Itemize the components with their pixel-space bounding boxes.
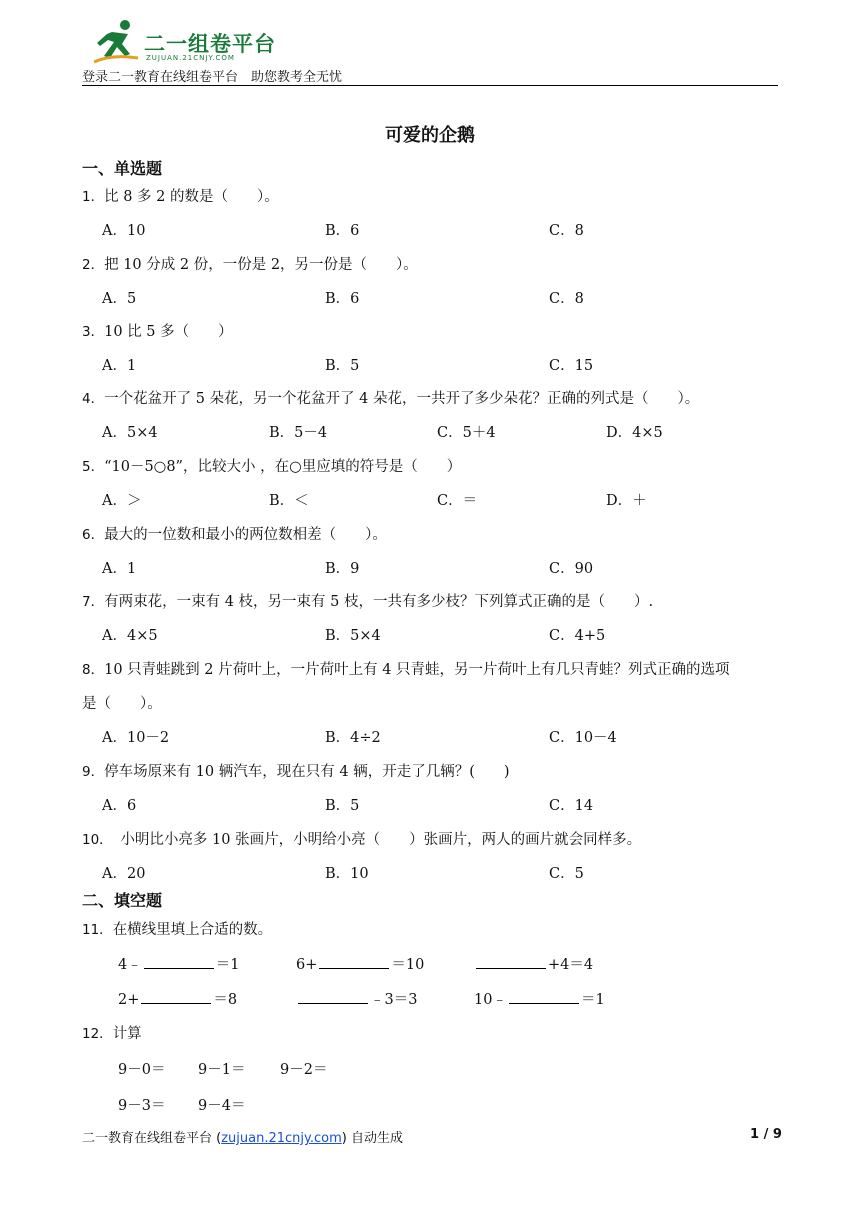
- option-a[interactable]: A．10－2: [102, 730, 170, 746]
- option-b[interactable]: B．6: [325, 223, 360, 239]
- calc-item: 9－3＝: [118, 1098, 166, 1114]
- page-number: 1 / 9: [750, 1127, 782, 1142]
- question-number: 12．: [82, 1026, 113, 1042]
- question-5: [82, 455, 461, 476]
- expr-part: 10﹣: [474, 992, 507, 1008]
- footer-source: [82, 1127, 403, 1146]
- expr-part: 4﹣: [118, 957, 142, 973]
- question-number: 10．: [82, 832, 106, 848]
- blank-line[interactable]: [319, 954, 389, 969]
- question-12: [82, 1022, 142, 1043]
- page-title: 可爱的企鹅: [385, 125, 475, 146]
- question-9: [82, 760, 510, 781]
- option-b[interactable]: B．4÷2: [325, 730, 381, 746]
- question-number: 5．: [82, 459, 105, 475]
- question-number: 4．: [82, 391, 105, 407]
- question-text: 10 比 5 多（ ）: [104, 324, 233, 340]
- question-text-continued: 是（ ）。: [82, 696, 162, 712]
- expr-part: ﹣3＝3: [370, 992, 418, 1008]
- expr-part: +4＝4: [548, 957, 594, 973]
- logo-text: 二一组卷平台: [144, 32, 276, 56]
- option-c[interactable]: C．8: [549, 223, 584, 239]
- option-b[interactable]: B．5: [325, 798, 360, 814]
- question-text: 小明比小亮多 10 张画片，小明给小亮（ ）张画片，两人的画片就会同样多。: [105, 832, 642, 848]
- fill-blank-item: [474, 953, 593, 974]
- question-number: 7．: [82, 594, 105, 610]
- option-c[interactable]: C．8: [549, 291, 584, 307]
- option-b[interactable]: B．＜: [269, 493, 309, 509]
- blank-line[interactable]: [509, 989, 579, 1004]
- option-a[interactable]: A．1: [102, 561, 137, 577]
- fill-blank-item: [118, 953, 239, 974]
- question-number: 1．: [82, 189, 105, 205]
- fill-blank-item: [296, 988, 417, 1009]
- fill-blank-item: [296, 953, 424, 974]
- footer-prefix: 二一教育在线组卷平台 (: [82, 1131, 222, 1146]
- logo: [92, 18, 292, 66]
- footer-suffix: ) 自动生成: [341, 1131, 403, 1146]
- expr-part: 2+: [118, 992, 140, 1008]
- question-8: [82, 658, 730, 679]
- option-c[interactable]: C．5: [549, 866, 584, 882]
- expr-part: ＝1: [580, 992, 605, 1008]
- question-number: 11．: [82, 922, 113, 938]
- option-c[interactable]: C．10－4: [549, 730, 617, 746]
- option-b[interactable]: B．5－4: [269, 425, 328, 441]
- option-c[interactable]: C．15: [549, 358, 594, 374]
- question-text: 把 10 分成 2 份，一份是 2，另一份是（ ）。: [104, 257, 418, 273]
- option-a[interactable]: A．5×4: [102, 425, 158, 441]
- fill-blank-item: [474, 988, 605, 1009]
- question-text: 计算: [112, 1026, 142, 1042]
- option-b[interactable]: B．5: [325, 358, 360, 374]
- calc-item: 9－2＝: [280, 1062, 328, 1078]
- question-number: 6．: [82, 527, 105, 543]
- option-a[interactable]: A．5: [102, 291, 137, 307]
- question-number: 3．: [82, 324, 105, 340]
- blank-line[interactable]: [298, 989, 368, 1004]
- option-b[interactable]: B．10: [325, 866, 369, 882]
- option-a[interactable]: A．1: [102, 358, 137, 374]
- header-divider: [82, 85, 778, 86]
- calc-item: 9－4＝: [198, 1098, 246, 1114]
- blank-line[interactable]: [144, 954, 214, 969]
- logo-subtext: ZUJUAN.21CNJY.COM: [146, 54, 235, 62]
- option-a[interactable]: A．4×5: [102, 628, 158, 644]
- question-6: [82, 523, 387, 544]
- question-text: 在横线里填上合适的数。: [112, 922, 273, 938]
- question-1: [82, 185, 279, 206]
- calc-item: 9－0＝: [118, 1062, 166, 1078]
- option-b[interactable]: B．5×4: [325, 628, 381, 644]
- question-3: [82, 320, 233, 341]
- section-heading: 一、单选题: [82, 159, 163, 178]
- blank-line[interactable]: [141, 989, 211, 1004]
- question-text: 有两束花，一束有 4 枝，另一束有 5 枝，一共有多少枝？下列算式正确的是（ ）.: [104, 594, 654, 610]
- question-text: 比 8 多 2 的数是（ ）。: [104, 189, 279, 205]
- calc-item: 9－1＝: [198, 1062, 246, 1078]
- option-a[interactable]: A．20: [102, 866, 146, 882]
- question-number: 9．: [82, 764, 105, 780]
- option-c[interactable]: C．5＋4: [437, 425, 496, 441]
- question-2: [82, 253, 418, 274]
- option-d[interactable]: D．＋: [606, 493, 647, 509]
- question-number: 2．: [82, 257, 105, 273]
- option-a[interactable]: A．6: [102, 798, 137, 814]
- question-text: “10－5○8”，比较大小 ，在○里应填的符号是（ ）: [104, 459, 462, 475]
- expr-part: ＝8: [213, 992, 238, 1008]
- running-man-icon: [92, 18, 142, 64]
- question-text: 一个花盆开了 5 朵花，另一个花盆开了 4 朵花，一共开了多少朵花？正确的列式是（ ）。: [104, 391, 700, 407]
- question-number: 8．: [82, 662, 105, 678]
- question-7: [82, 590, 653, 611]
- question-11: [82, 918, 272, 939]
- fill-blank-item: [118, 988, 237, 1009]
- question-text: 停车场原来有 10 辆汽车，现在只有 4 辆，开走了几辆？( ): [104, 764, 510, 780]
- option-b[interactable]: B．6: [325, 291, 360, 307]
- option-a[interactable]: A．＞: [102, 493, 142, 509]
- option-a[interactable]: A．10: [102, 223, 146, 239]
- section-heading: 二、填空题: [82, 891, 163, 910]
- footer-link[interactable]: zujuan.21cnjy.com: [221, 1131, 342, 1146]
- expr-part: ＝10: [391, 957, 425, 973]
- option-c[interactable]: C．90: [549, 561, 594, 577]
- question-10: [82, 828, 641, 849]
- question-4: [82, 387, 699, 408]
- expr-part: ＝1: [215, 957, 240, 973]
- option-c[interactable]: C．＝: [437, 493, 478, 509]
- option-d[interactable]: D．4×5: [606, 425, 663, 441]
- option-c[interactable]: C．4+5: [549, 628, 606, 644]
- question-text: 10 只青蛙跳到 2 片荷叶上，一片荷叶上有 4 只青蛙，另一片荷叶上有几只青蛙？列式正确的选项: [104, 662, 730, 678]
- question-text: 最大的一位数和最小的两位数相差（ ）。: [104, 527, 387, 543]
- blank-line[interactable]: [476, 954, 546, 969]
- option-c[interactable]: C．14: [549, 798, 594, 814]
- option-b[interactable]: B．9: [325, 561, 360, 577]
- expr-part: 6+: [296, 957, 318, 973]
- header-slogan: 登录二一教育在线组卷平台 助您教考全无忧: [82, 70, 343, 85]
